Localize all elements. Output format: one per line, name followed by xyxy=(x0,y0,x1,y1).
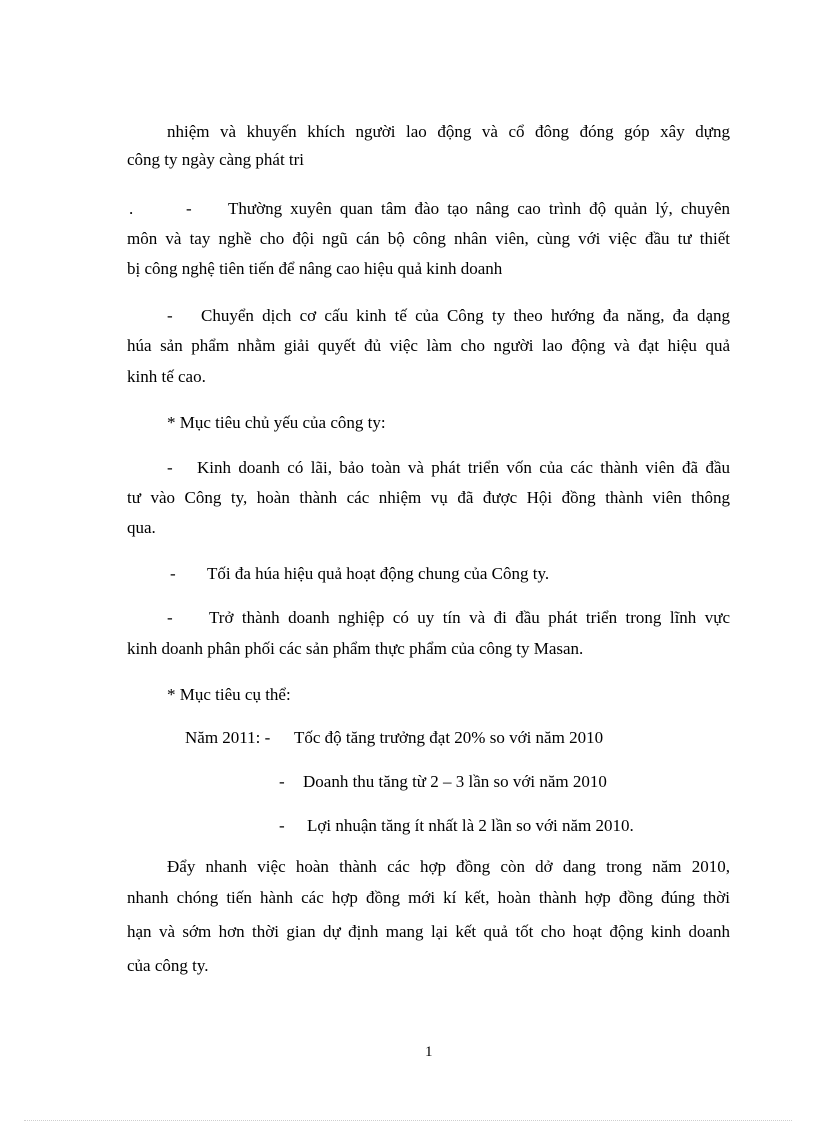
paragraph-2-line-3: bị công nghệ tiên tiến để nâng cao hiệu quả kinh doanh xyxy=(127,259,503,278)
heading-main-objectives: * Mục tiêu chủ yếu của công ty: xyxy=(167,413,386,432)
paragraph-1-line-2: công ty ngày càng phát tri xyxy=(127,150,305,169)
paragraph-2-line-2: môn và tay nghề cho đội ngũ cán bộ công nhân viên, cùng với việc đầu tư thiết xyxy=(127,229,730,248)
heading-specific-objectives: * Mục tiêu cụ thể: xyxy=(167,685,291,704)
paragraph-3-line-2: húa sản phẩm nhằm giải quyết đủ việc làm cho người lao động và đạt hiệu quả xyxy=(127,336,730,355)
paragraph-7-line-2: nhanh chóng tiến hành các hợp đồng mới kí kết, hoàn thành hợp đồng đúng thời xyxy=(127,888,730,907)
target-revenue: Doanh thu tăng từ 2 – 3 lần so với năm 2010 xyxy=(303,772,607,791)
paragraph-3-line-1: Chuyển dịch cơ cấu kinh tế của Công ty theo hướng đa năng, đa dạng xyxy=(201,306,730,325)
paragraph-4-bullet: - xyxy=(167,458,173,477)
targets-year-label: Năm 2011: - xyxy=(185,728,271,747)
paragraph-5-bullet: - xyxy=(170,564,176,583)
paragraph-4-line-1: Kinh doanh có lãi, bảo toàn và phát triển vốn của các thành viên đã đầu xyxy=(197,458,730,477)
paragraph-2-line-1: Thường xuyên quan tâm đào tạo nâng cao trình độ quản lý, chuyên xyxy=(228,199,730,218)
paragraph-6-line-2: kinh doanh phân phối các sản phẩm thực phẩm của công ty Masan. xyxy=(127,639,584,658)
paragraph-7-line-4: của công ty. xyxy=(127,956,209,975)
paragraph-7-line-1: Đẩy nhanh việc hoàn thành các hợp đồng còn dở dang trong năm 2010, xyxy=(167,857,730,876)
target-revenue-bullet: - xyxy=(279,772,285,791)
target-growth: Tốc độ tăng trưởng đạt 20% so với năm 2010 xyxy=(294,728,604,747)
paragraph-4-line-3: qua. xyxy=(127,518,156,537)
paragraph-7-line-3: hạn và sớm hơn thời gian dự định mang lại kết quả tốt cho hoạt động kinh doanh xyxy=(127,922,730,941)
paragraph-2-lead: . xyxy=(129,199,134,218)
paragraph-3-bullet: - xyxy=(167,306,173,325)
paragraph-6-bullet: - xyxy=(167,608,173,627)
paragraph-4-line-2: tư vào Công ty, hoàn thành các nhiệm vụ đã được Hội đồng thành viên thông xyxy=(127,488,730,507)
target-profit-bullet: - xyxy=(279,816,285,835)
paragraph-3-line-3: kinh tế cao. xyxy=(127,367,206,386)
paragraph-6-line-1: Trở thành doanh nghiệp có uy tín và đi đầu phát triển trong lĩnh vực xyxy=(209,608,730,627)
page-number: 1 xyxy=(425,1044,433,1060)
target-profit: Lợi nhuận tăng ít nhất là 2 lần so với năm 2010. xyxy=(307,816,634,835)
paragraph-2-bullet: - xyxy=(186,199,192,218)
paragraph-1-line-1: nhiệm và khuyến khích người lao động và cổ đông đóng góp xây dựng xyxy=(167,122,730,141)
page-bottom-divider xyxy=(24,1120,792,1121)
paragraph-5-line-1: Tối đa húa hiệu quả hoạt động chung của Công ty. xyxy=(207,564,550,583)
